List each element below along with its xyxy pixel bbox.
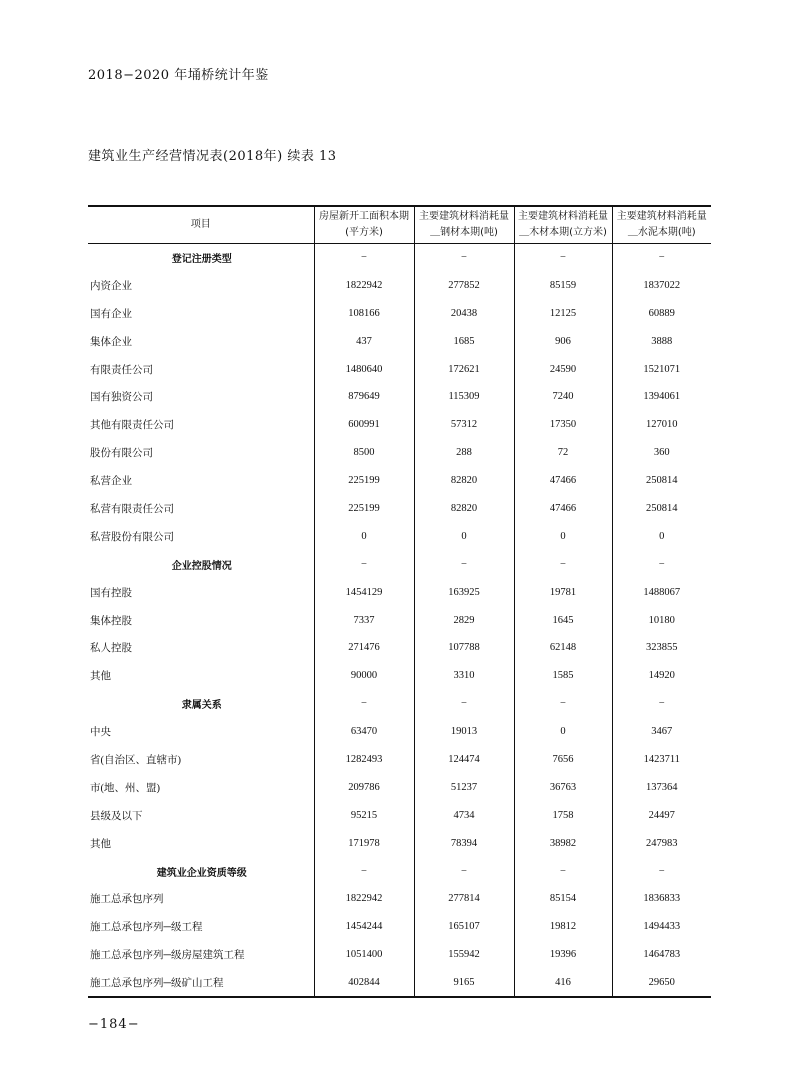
page-number: −184− <box>88 1017 140 1032</box>
steel-cell: 172621 <box>414 355 514 383</box>
row-label: 集体控股 <box>90 615 132 627</box>
row-label: 市(地、州、盟) <box>90 782 160 794</box>
timber-cell: 19396 <box>514 941 612 969</box>
timber-cell: 36763 <box>514 773 612 801</box>
steel-cell: 124474 <box>414 746 514 774</box>
floor-area-cell: 879649 <box>314 383 414 411</box>
floor-area-cell: 1282493 <box>314 746 414 774</box>
timber-cell: 85154 <box>514 885 612 913</box>
timber-cell: − <box>514 244 612 272</box>
table-row <box>88 355 711 383</box>
row-label: 其他 <box>90 838 111 850</box>
timber-cell: 1645 <box>514 606 612 634</box>
row-label: 施工总承包序列─级工程 <box>90 922 203 934</box>
cement-cell: 3888 <box>612 327 711 355</box>
floor-area-cell: 225199 <box>314 495 414 523</box>
cement-cell: 60889 <box>612 299 711 327</box>
cement-cell: 250814 <box>612 495 711 523</box>
floor-area-cell: 1051400 <box>314 941 414 969</box>
timber-cell: 47466 <box>514 467 612 495</box>
row-label: 国有控股 <box>90 587 132 599</box>
floor-area-cell: 63470 <box>314 718 414 746</box>
floor-area-cell: 1822942 <box>314 885 414 913</box>
row-label: 私营有限责任公司 <box>90 503 174 515</box>
steel-cell: 2829 <box>414 606 514 634</box>
table-row <box>88 941 711 969</box>
timber-cell: 72 <box>514 439 612 467</box>
row-label: 国有企业 <box>90 308 132 320</box>
statistics-table <box>88 205 711 998</box>
row-label: 私营企业 <box>90 476 132 488</box>
table-header-row <box>88 206 711 244</box>
floor-area-cell: − <box>314 690 414 718</box>
floor-area-cell: 1480640 <box>314 355 414 383</box>
row-label: 中央 <box>90 727 111 739</box>
cement-cell: 127010 <box>612 411 711 439</box>
cement-cell: 1488067 <box>612 578 711 606</box>
floor-area-cell: 209786 <box>314 773 414 801</box>
table-row <box>88 913 711 941</box>
floor-area-cell: 402844 <box>314 969 414 997</box>
timber-cell: 17350 <box>514 411 612 439</box>
floor-area-cell: 1822942 <box>314 271 414 299</box>
floor-area-cell: − <box>314 857 414 885</box>
statistics-table-container <box>88 205 711 998</box>
steel-cell: 57312 <box>414 411 514 439</box>
floor-area-cell: 1454129 <box>314 578 414 606</box>
cement-cell: 0 <box>612 522 711 550</box>
cement-cell: 247983 <box>612 829 711 857</box>
column-header-cement: 主要建筑材料消耗量＿水泥本期(吨) <box>612 206 711 244</box>
column-header-item: 项目 <box>88 206 314 244</box>
cement-cell: − <box>612 857 711 885</box>
table-row <box>88 746 711 774</box>
table-row <box>88 411 711 439</box>
cement-cell: − <box>612 244 711 272</box>
cement-cell: 1836833 <box>612 885 711 913</box>
timber-cell: − <box>514 857 612 885</box>
row-label: 县级及以下 <box>90 810 143 822</box>
steel-cell: 78394 <box>414 829 514 857</box>
timber-cell: 0 <box>514 718 612 746</box>
table-row <box>88 299 711 327</box>
floor-area-cell: 90000 <box>314 662 414 690</box>
table-row <box>88 467 711 495</box>
row-label: 其他有限责任公司 <box>90 420 174 432</box>
table-row <box>88 829 711 857</box>
timber-cell: 47466 <box>514 495 612 523</box>
steel-cell: − <box>414 857 514 885</box>
timber-cell: 1758 <box>514 801 612 829</box>
cement-cell: − <box>612 550 711 578</box>
floor-area-cell: 0 <box>314 522 414 550</box>
timber-cell: 85159 <box>514 271 612 299</box>
cement-cell: 1423711 <box>612 746 711 774</box>
section-label: 隶属关系 <box>181 700 222 712</box>
table-row <box>88 271 711 299</box>
row-label: 其他 <box>90 671 111 683</box>
row-label: 内资企业 <box>90 280 132 292</box>
row-label: 私人控股 <box>90 643 132 655</box>
timber-cell: 62148 <box>514 634 612 662</box>
floor-area-cell: − <box>314 550 414 578</box>
steel-cell: 82820 <box>414 467 514 495</box>
steel-cell: 288 <box>414 439 514 467</box>
steel-cell: 155942 <box>414 941 514 969</box>
timber-cell: 0 <box>514 522 612 550</box>
table-row <box>88 383 711 411</box>
table-row <box>88 634 711 662</box>
cement-cell: 3467 <box>612 718 711 746</box>
row-label: 集体企业 <box>90 336 132 348</box>
cement-cell: − <box>612 690 711 718</box>
table-row <box>88 773 711 801</box>
steel-cell: 20438 <box>414 299 514 327</box>
table-row <box>88 969 711 997</box>
row-label: 施工总承包序列─级矿山工程 <box>88 969 314 997</box>
timber-cell: 906 <box>514 327 612 355</box>
row-label: 国有独资公司 <box>90 392 153 404</box>
timber-cell: 1585 <box>514 662 612 690</box>
cement-cell: 137364 <box>612 773 711 801</box>
table-row <box>88 439 711 467</box>
section-label: 登记注册类型 <box>171 254 232 266</box>
table-row <box>88 662 711 690</box>
steel-cell: 0 <box>414 522 514 550</box>
steel-cell: 277852 <box>414 271 514 299</box>
steel-cell: − <box>414 244 514 272</box>
table-row <box>88 606 711 634</box>
steel-cell: 1685 <box>414 327 514 355</box>
timber-cell: − <box>514 690 612 718</box>
steel-cell: 4734 <box>414 801 514 829</box>
table-body <box>88 244 711 997</box>
steel-cell: − <box>414 550 514 578</box>
cement-cell: 29650 <box>612 969 711 997</box>
steel-cell: 165107 <box>414 913 514 941</box>
floor-area-cell: 225199 <box>314 467 414 495</box>
row-label: 有限责任公司 <box>90 364 153 376</box>
cement-cell: 1494433 <box>612 913 711 941</box>
timber-cell: 7240 <box>514 383 612 411</box>
cement-cell: 24497 <box>612 801 711 829</box>
section-header-row <box>88 550 711 578</box>
section-label: 建筑业企业资质等级 <box>156 867 247 879</box>
timber-cell: 12125 <box>514 299 612 327</box>
cement-cell: 10180 <box>612 606 711 634</box>
floor-area-cell: 8500 <box>314 439 414 467</box>
floor-area-cell: 171978 <box>314 829 414 857</box>
cement-cell: 1464783 <box>612 941 711 969</box>
cement-cell: 1837022 <box>612 271 711 299</box>
steel-cell: 3310 <box>414 662 514 690</box>
floor-area-cell: 95215 <box>314 801 414 829</box>
steel-cell: − <box>414 690 514 718</box>
timber-cell: 38982 <box>514 829 612 857</box>
table-row <box>88 327 711 355</box>
floor-area-cell: − <box>314 244 414 272</box>
steel-cell: 163925 <box>414 578 514 606</box>
cement-cell: 323855 <box>612 634 711 662</box>
table-title: 建筑业生产经营情况表(2018年) 续表 13 <box>88 149 337 164</box>
cement-cell: 1521071 <box>612 355 711 383</box>
steel-cell: 19013 <box>414 718 514 746</box>
section-header-row <box>88 244 711 272</box>
section-header-row <box>88 690 711 718</box>
timber-cell: 19812 <box>514 913 612 941</box>
table-row <box>88 578 711 606</box>
table-row <box>88 885 711 913</box>
row-label: 股份有限公司 <box>90 448 153 460</box>
floor-area-cell: 7337 <box>314 606 414 634</box>
row-label: 省(自治区、直辖市) <box>90 754 181 766</box>
floor-area-cell: 108166 <box>314 299 414 327</box>
steel-cell: 51237 <box>414 773 514 801</box>
table-row <box>88 801 711 829</box>
table-row <box>88 718 711 746</box>
timber-cell: 416 <box>514 969 612 997</box>
floor-area-cell: 271476 <box>314 634 414 662</box>
floor-area-cell: 600991 <box>314 411 414 439</box>
steel-cell: 82820 <box>414 495 514 523</box>
timber-cell: 7656 <box>514 746 612 774</box>
table-row <box>88 522 711 550</box>
column-header-floor-area: 房屋新开工面积本期(平方米) <box>314 206 414 244</box>
timber-cell: 24590 <box>514 355 612 383</box>
cement-cell: 1394061 <box>612 383 711 411</box>
floor-area-cell: 1454244 <box>314 913 414 941</box>
section-header-row <box>88 857 711 885</box>
row-label: 私营股份有限公司 <box>90 531 174 543</box>
timber-cell: 19781 <box>514 578 612 606</box>
timber-cell: − <box>514 550 612 578</box>
floor-area-cell: 437 <box>314 327 414 355</box>
table-row <box>88 495 711 523</box>
cement-cell: 14920 <box>612 662 711 690</box>
cement-cell: 250814 <box>612 467 711 495</box>
book-header: 2018−2020 年埇桥统计年鉴 <box>88 68 269 83</box>
steel-cell: 9165 <box>414 969 514 997</box>
steel-cell: 107788 <box>414 634 514 662</box>
steel-cell: 115309 <box>414 383 514 411</box>
section-label: 企业控股情况 <box>171 560 232 572</box>
row-label: 施工总承包序列─级房屋建筑工程 <box>90 950 245 962</box>
row-label: 施工总承包序列 <box>90 894 164 906</box>
column-header-steel: 主要建筑材料消耗量＿钢材本期(吨) <box>414 206 514 244</box>
column-header-timber: 主要建筑材料消耗量＿木材本期(立方米) <box>514 206 612 244</box>
cement-cell: 360 <box>612 439 711 467</box>
steel-cell: 277814 <box>414 885 514 913</box>
